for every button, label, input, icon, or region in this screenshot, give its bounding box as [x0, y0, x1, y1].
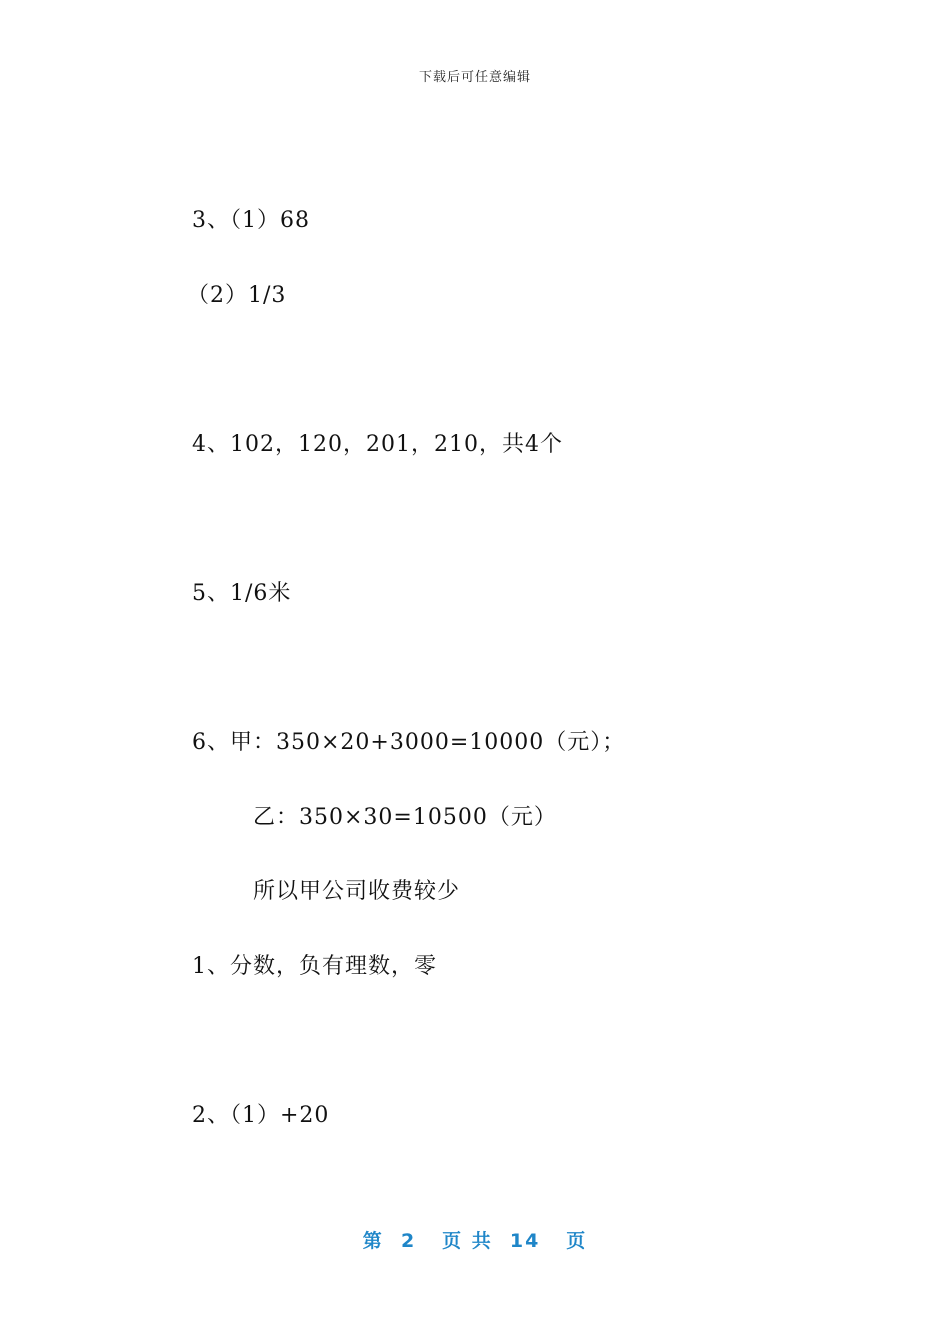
- answer-line-1: 1、分数，负有理数，零: [192, 954, 437, 979]
- answer-line-6-yi: 乙：350×30=10500（元）: [253, 805, 557, 830]
- answer-line-6-jia: 6、甲：350×20+3000=10000（元）；: [192, 730, 626, 755]
- answer-line-3-2: （2）1/3: [187, 283, 287, 308]
- page-header: 下载后可任意编辑: [418, 70, 531, 85]
- answer-line-3-1: 3、（1）68: [192, 208, 310, 233]
- answer-line-5: 5、1/6米: [192, 581, 292, 606]
- page-number-footer: 第 2 页 共 14 页: [362, 1230, 588, 1252]
- answer-line-6-conclusion: 所以甲公司收费较少: [253, 879, 461, 904]
- answer-line-2-1: 2、（1）+20: [192, 1103, 330, 1128]
- answer-line-4: 4、102，120，201，210，共4个: [192, 432, 563, 457]
